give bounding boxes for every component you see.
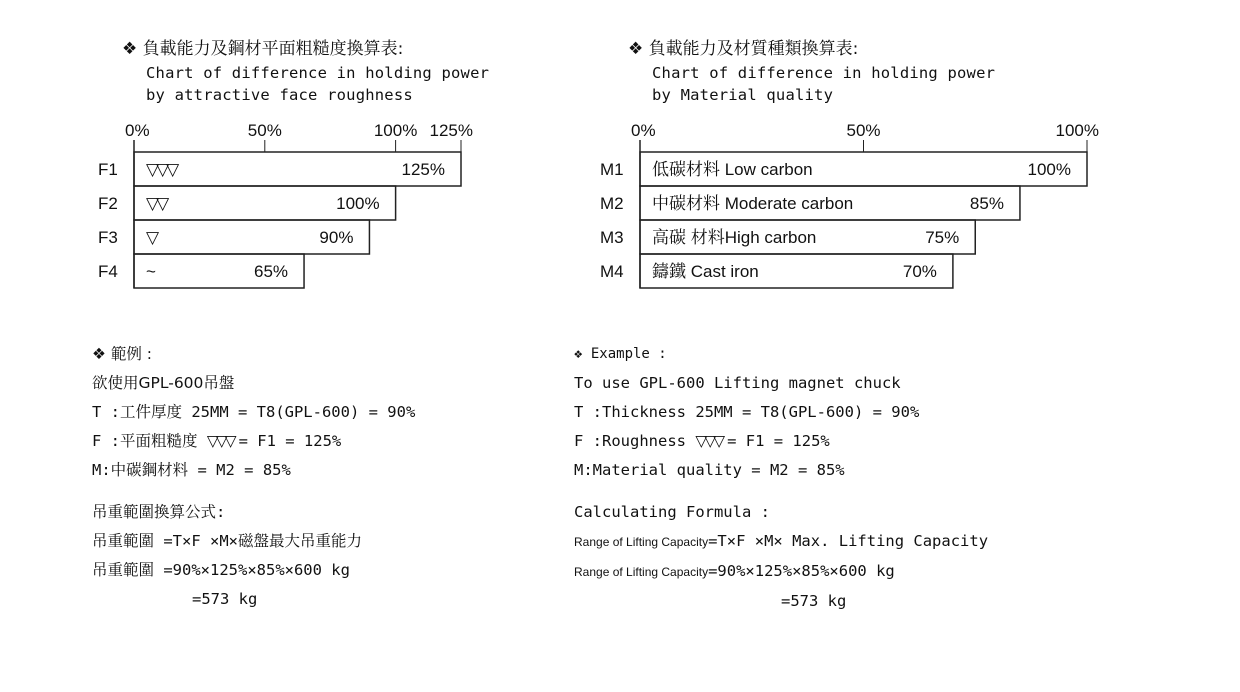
value-label: 75% xyxy=(925,228,960,247)
example-zh-t-line: T :工件厚度 25MM = T8(GPL-600) = 90% xyxy=(92,403,416,421)
example-en-f-post: = F1 = 125% xyxy=(727,432,830,450)
axis-tick-label: 100% xyxy=(1055,121,1099,140)
axis-tick-label: 100% xyxy=(373,121,418,140)
bar-text: 鑄鐵 Cast iron xyxy=(652,262,759,281)
chart2-subtitle-2: by Material quality xyxy=(652,86,834,104)
category-label: M4 xyxy=(600,262,624,281)
example-zh-formula-heading: 吊重範圍換算公式: xyxy=(92,503,226,521)
example-en-result-line: =573 kg xyxy=(781,592,847,610)
value-label: 70% xyxy=(902,262,937,281)
chart2-title: ❖ 負載能力及材質種類換算表: xyxy=(628,39,859,59)
value-label: 65% xyxy=(254,262,289,281)
chart1-subtitle-1: Chart of difference in holding power xyxy=(146,64,490,82)
category-label: F3 xyxy=(98,228,118,247)
example-en-f-pre: F :Roughness xyxy=(574,432,696,450)
example-en-f-line xyxy=(574,427,988,456)
example-zh-result-line: =573 kg xyxy=(192,590,258,608)
roughness-symbol-icon: ▽▽▽ xyxy=(206,432,234,450)
value-label: 90% xyxy=(319,228,354,247)
bar-text: 中碳材料 Moderate carbon xyxy=(652,194,854,213)
category-label: F2 xyxy=(98,194,118,213)
chart2-subtitle-1: Chart of difference in holding power xyxy=(652,64,996,82)
example-en-t-line: T :Thickness 25MM = T8(GPL-600) = 90% xyxy=(574,403,920,421)
axis-tick-label: 0% xyxy=(631,121,656,140)
example-en-calc-prefix: Range of Lifting Capacity xyxy=(574,565,709,579)
example-en-m-line: M:Material quality = M2 = 85% xyxy=(574,461,845,479)
axis-tick-label: 0% xyxy=(125,121,150,140)
axis-tick-label: 125% xyxy=(429,121,473,140)
roughness-symbol-icon: ▽▽ xyxy=(146,194,167,213)
roughness-symbol-icon: ▽▽▽ xyxy=(146,160,177,179)
example-zh-m-line: M:中碳鋼材料 = M2 = 85% xyxy=(92,461,291,479)
example-zh-line1: 欲使用GPL-600吊盤 xyxy=(92,374,235,392)
roughness-symbol-icon: ~ xyxy=(146,262,153,281)
axis-tick-label: 50% xyxy=(846,121,881,140)
example-en-formula-prefix: Range of Lifting Capacity xyxy=(574,535,709,549)
example-zh-formula-line: 吊重範圍 =T×F ×M×磁盤最大吊重能力 xyxy=(92,532,362,550)
category-label: F1 xyxy=(98,160,118,179)
category-label: M1 xyxy=(600,160,624,179)
bar-text: 低碳材料 Low carbon xyxy=(652,160,813,179)
example-en-formula-rest: =T×F ×M× Max. Lifting Capacity xyxy=(708,532,989,550)
example-zh-heading: ❖ 範例 : xyxy=(92,345,152,363)
value-label: 100% xyxy=(336,194,380,213)
example-zh-f-pre: F :平面粗糙度 xyxy=(92,432,207,450)
material-chart xyxy=(0,0,1240,310)
example-zh-f-line xyxy=(92,427,415,456)
axis-tick-label: 50% xyxy=(247,121,282,140)
bar-text: 高碳 材料High carbon xyxy=(652,228,817,247)
example-en-heading: ❖ Example : xyxy=(574,346,667,362)
example-en-calc-line xyxy=(574,557,988,587)
example-zh-f-post: = F1 = 125% xyxy=(238,432,342,450)
value-label: 125% xyxy=(401,160,445,179)
roughness-symbol-icon: ▽ xyxy=(146,228,157,247)
example-en-calc-rest: =90%×125%×85%×600 kg xyxy=(708,562,895,580)
example-en xyxy=(574,340,988,616)
example-en-line1: To use GPL-600 Lifting magnet chuck xyxy=(574,374,901,392)
chart1-subtitle-2: by attractive face roughness xyxy=(146,86,413,104)
example-zh-calc-line: 吊重範圍 =90%×125%×85%×600 kg xyxy=(92,561,350,579)
category-label: M3 xyxy=(600,228,624,247)
example-en-formula-line xyxy=(574,527,988,557)
value-label: 100% xyxy=(1027,160,1071,179)
value-label: 85% xyxy=(969,194,1004,213)
category-label: F4 xyxy=(98,262,118,281)
example-en-formula-heading: Calculating Formula : xyxy=(574,503,770,521)
roughness-symbol-icon: ▽▽▽ xyxy=(695,432,723,450)
example-zh xyxy=(92,340,415,614)
category-label: M2 xyxy=(600,194,624,213)
chart1-title: ❖ 負載能力及鋼材平面粗糙度換算表: xyxy=(122,39,404,59)
